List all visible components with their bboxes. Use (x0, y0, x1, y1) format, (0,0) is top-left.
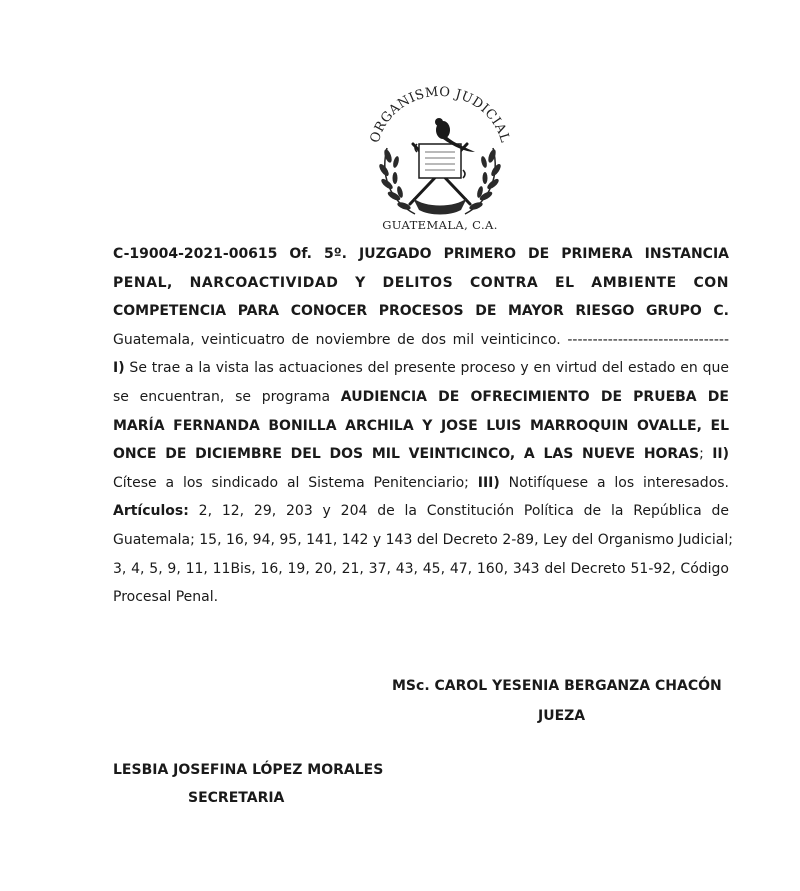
paragraph-line-4 (113, 440, 729, 469)
text: 2, 12, 29, 203 y 204 de la Constitución Política de la República de (188, 503, 729, 520)
date-line: Guatemala, veinticuatro de noviembre de dos mil veinticinco. -------------------------------- (113, 331, 729, 348)
paragraph-line-5 (113, 469, 729, 498)
paragraph-line-3: MARÍA FERNANDA BONILLA ARCHILA Y JOSE LUIS MARROQUIN OVALLE, EL (113, 417, 729, 434)
text: Se trae a la vista las actuaciones del presente proceso y en virtud del estado en que (124, 360, 729, 377)
paragraph-line-7: Guatemala; 15, 16, 94, 95, 141, 142 y 143 del Decreto 2-89, Ley del Organismo Judicial; (113, 531, 733, 548)
document-body (113, 240, 733, 612)
text: ; (699, 446, 713, 463)
paragraph-line-2 (113, 383, 729, 412)
roman-2: II) (712, 446, 730, 463)
text: se encuentran, se programa (113, 388, 341, 405)
judge-name: MSc. CAROL YESENIA BERGANZA CHACÓN (392, 678, 722, 694)
paragraph-line-1 (113, 354, 729, 383)
paragraph-line-9: Procesal Penal. (113, 589, 219, 606)
articles-label: Artículos: (113, 503, 189, 520)
roman-1: I) (113, 360, 125, 377)
heading-line-1: C-19004-2021-00615 Of. 5º. JUZGADO PRIMERO DE PRIMERA INSTANCIA (113, 246, 729, 262)
judge-title: JUEZA (538, 708, 586, 724)
hearing-type: AUDIENCIA DE OFRECIMIENTO DE PRUEBA DE (340, 388, 729, 405)
roman-3: III) (477, 474, 500, 491)
paragraph-line-8: 3, 4, 5, 9, 11, 11Bis, 16, 19, 20, 21, 37, 43, 45, 47, 160, 343 del Decreto 51-92, Código (113, 560, 729, 577)
seal-caption: GUATEMALA, C.A. (382, 218, 498, 232)
secretary-title: SECRETARIA (188, 790, 285, 806)
secretary-name: LESBIA JOSEFINA LÓPEZ MORALES (113, 762, 384, 778)
hearing-date: ONCE DE DICIEMBRE DEL DOS MIL VEINTICINCO, A LAS NUEVE HORAS (113, 446, 700, 463)
seal-name-text: ORGANISMO JUDICIAL (367, 86, 513, 145)
heading-line-3: COMPETENCIA PARA CONOCER PROCESOS DE MAYOR RIESGO GRUPO C. (113, 303, 729, 320)
heading-line-2: PENAL, NARCOACTIVIDAD Y DELITOS CONTRA EL AMBIENTE CON (113, 274, 729, 291)
text: Cítese a los sindicado al Sistema Penitenciario; (113, 474, 478, 491)
paragraph-line-6 (113, 497, 729, 526)
judicial-seal (355, 86, 525, 236)
text: Notifíquese a los interesados. (499, 474, 730, 491)
